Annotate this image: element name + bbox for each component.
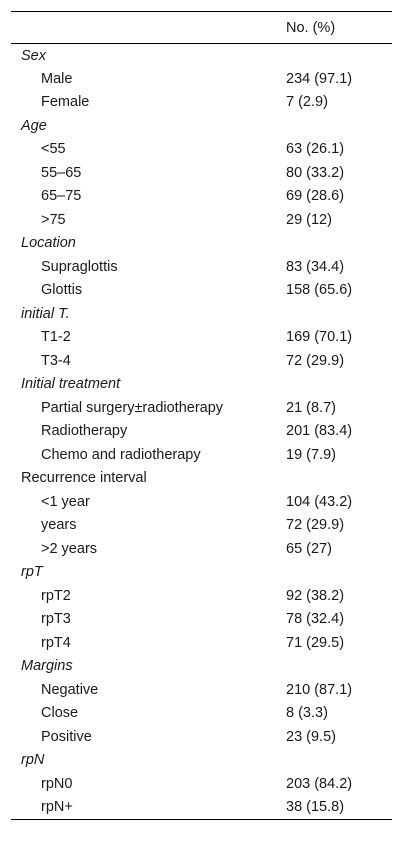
row-label: rpN+ <box>41 799 73 815</box>
table-header <box>11 12 392 44</box>
table-group-row <box>11 302 392 326</box>
group-label: Sex <box>21 47 46 64</box>
table-row <box>11 67 392 91</box>
row-label: rpT4 <box>41 634 71 651</box>
row-label: rpN0 <box>41 775 73 792</box>
row-label: years <box>41 517 77 534</box>
row-value: 8 (3.3) <box>286 705 328 722</box>
table-row <box>11 279 392 303</box>
group-label: Recurrence interval <box>21 470 147 487</box>
row-value: 78 (32.4) <box>286 611 345 628</box>
row-value: 234 (97.1) <box>286 70 353 87</box>
demographics-table <box>11 11 392 820</box>
table-row <box>11 514 392 538</box>
table-row <box>11 725 392 749</box>
row-value <box>286 561 392 585</box>
row-value: 65 (27) <box>286 540 332 557</box>
group-label: rpT <box>21 564 43 581</box>
table-row <box>11 443 392 467</box>
row-label: rpT3 <box>41 611 71 628</box>
row-label: Female <box>41 94 90 111</box>
table-row <box>11 138 392 162</box>
row-value: 92 (38.2) <box>286 587 345 604</box>
row-value: 69 (28.6) <box>286 188 345 205</box>
table-row <box>11 772 392 796</box>
row-label: rpT2 <box>41 587 71 604</box>
header-value-cell: No. (%) <box>286 19 336 36</box>
group-label: Initial treatment <box>21 376 121 393</box>
header-row <box>11 12 392 44</box>
row-label: T3-4 <box>41 352 71 369</box>
row-label: 65–75 <box>41 188 82 205</box>
row-label: >2 years <box>41 540 98 557</box>
table-group-row <box>11 44 392 68</box>
table-row <box>11 584 392 608</box>
group-label: Age <box>21 117 47 134</box>
table-row <box>11 490 392 514</box>
row-value: 72 (29.9) <box>286 517 345 534</box>
row-value <box>286 655 392 679</box>
row-label: Glottis <box>41 282 83 299</box>
row-value <box>286 373 392 397</box>
table-group-row <box>11 467 392 491</box>
demographics-table-container <box>11 11 392 820</box>
row-value: 210 (87.1) <box>286 681 353 698</box>
table-row <box>11 255 392 279</box>
table-row <box>11 537 392 561</box>
group-label: initial T. <box>21 305 70 322</box>
row-value <box>286 467 392 491</box>
row-value: 169 (70.1) <box>286 329 353 346</box>
table-row <box>11 702 392 726</box>
table-group-row <box>11 114 392 138</box>
row-label: >75 <box>41 211 66 228</box>
row-label: <1 year <box>41 493 90 510</box>
table-body <box>11 44 392 820</box>
table-row <box>11 349 392 373</box>
table-row <box>11 796 392 820</box>
row-label: Partial surgery±radiotherapy <box>41 399 224 416</box>
header-label-cell <box>11 12 286 44</box>
table-row <box>11 678 392 702</box>
row-label: <55 <box>41 141 66 158</box>
group-label: Location <box>21 235 76 252</box>
table-group-row <box>11 373 392 397</box>
row-label: Radiotherapy <box>41 423 128 440</box>
table-row <box>11 185 392 209</box>
row-label: Chemo and radiotherapy <box>41 446 201 463</box>
row-value: 158 (65.6) <box>286 282 353 299</box>
group-label: rpN <box>21 752 45 769</box>
row-value: 83 (34.4) <box>286 258 345 275</box>
row-value: 63 (26.1) <box>286 141 345 158</box>
table-row <box>11 631 392 655</box>
table-row <box>11 326 392 350</box>
group-label: Margins <box>21 658 73 675</box>
table-group-row <box>11 232 392 256</box>
table-row <box>11 396 392 420</box>
row-value: 21 (8.7) <box>286 399 336 416</box>
row-value <box>286 44 392 68</box>
row-label: Male <box>41 70 73 87</box>
row-value: 203 (84.2) <box>286 775 353 792</box>
row-value: 7 (2.9) <box>286 94 328 111</box>
table-row <box>11 420 392 444</box>
table-row <box>11 161 392 185</box>
row-value: 19 (7.9) <box>286 446 336 463</box>
row-label: T1-2 <box>41 329 71 346</box>
table-group-row <box>11 749 392 773</box>
row-value: 201 (83.4) <box>286 423 353 440</box>
table-row <box>11 91 392 115</box>
row-value: 71 (29.5) <box>286 634 345 651</box>
row-value <box>286 749 392 773</box>
row-value: 104 (43.2) <box>286 493 353 510</box>
row-label: Positive <box>41 728 92 745</box>
table-row <box>11 608 392 632</box>
table-group-row <box>11 561 392 585</box>
row-value <box>286 232 392 256</box>
table-group-row <box>11 655 392 679</box>
row-value: 38 (15.8) <box>286 799 345 815</box>
row-value: 72 (29.9) <box>286 352 345 369</box>
row-value: 80 (33.2) <box>286 164 345 181</box>
table-row <box>11 208 392 232</box>
row-label: Negative <box>41 681 99 698</box>
row-value: 23 (9.5) <box>286 728 336 745</box>
row-value <box>286 302 392 326</box>
row-value <box>286 114 392 138</box>
row-label: Close <box>41 705 79 722</box>
row-label: 55–65 <box>41 164 82 181</box>
row-value: 29 (12) <box>286 211 332 228</box>
row-label: Supraglottis <box>41 258 118 275</box>
